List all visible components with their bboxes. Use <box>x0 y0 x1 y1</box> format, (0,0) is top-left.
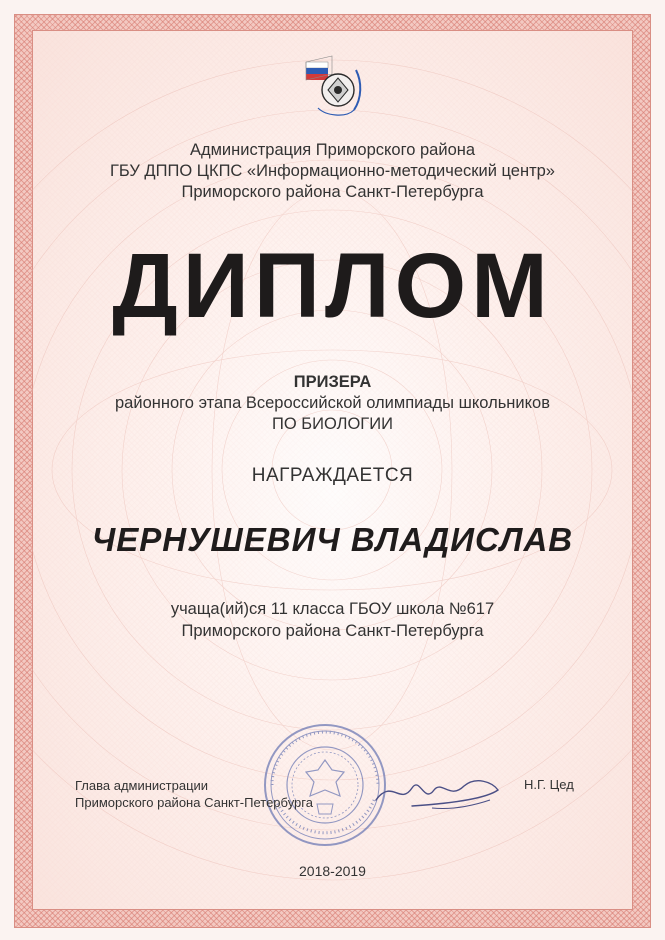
signatory-position <box>75 777 313 811</box>
prize-subject: ПО БИОЛОГИИ <box>272 415 393 433</box>
olympiad-emblem-icon <box>298 52 372 122</box>
prize-block <box>0 372 665 435</box>
diploma-title: ДИПЛОМ <box>112 235 553 337</box>
signatory-position-line-1: Глава администрации <box>75 778 209 793</box>
signatory-name: Н.Г. Цед <box>524 777 574 792</box>
student-info <box>0 598 665 642</box>
handwritten-signature <box>372 760 502 820</box>
organization-block <box>0 140 665 203</box>
student-district: Приморского района Санкт-Петербурга <box>181 622 484 640</box>
prize-competition: районного этапа Всероссийской олимпиады школьников <box>115 394 550 412</box>
recipient-name: ЧЕРНУШЕВИЧ ВЛАДИСЛАВ <box>91 521 574 558</box>
org-line-3: Приморского района Санкт-Петербурга <box>181 183 484 201</box>
signatory-position-line-2: Приморского района Санкт-Петербурга <box>75 795 313 810</box>
org-line-2: ГБУ ДППО ЦКПС «Информационно-методический центр» <box>109 162 555 180</box>
prize-rank: ПРИЗЕРА <box>293 373 372 391</box>
student-class: учаща(ий)ся 11 класса ГБОУ школа №617 <box>170 600 495 618</box>
award-text: НАГРАЖДАЕТСЯ <box>251 465 414 486</box>
org-line-1: Администрация Приморского района <box>189 141 476 159</box>
academic-year: 2018-2019 <box>299 863 366 879</box>
